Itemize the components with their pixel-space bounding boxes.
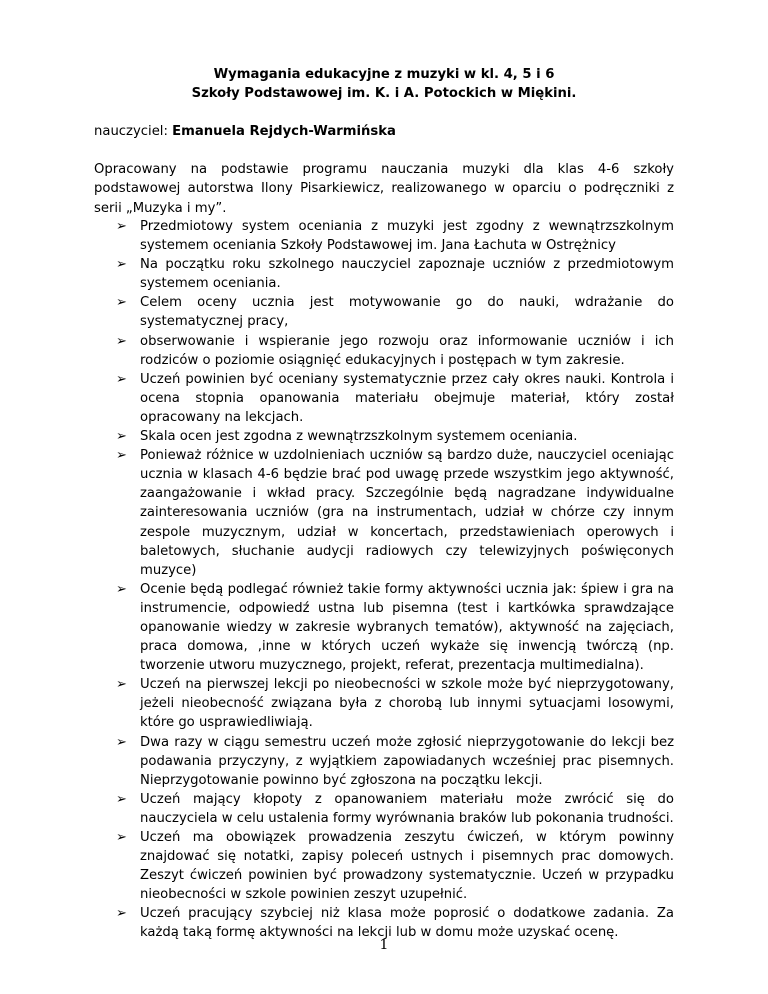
page-number: 1 — [379, 937, 389, 953]
list-item — [116, 675, 674, 732]
list-item — [116, 446, 674, 580]
list-item — [116, 217, 674, 255]
arrow-bullet-icon: ➢ — [116, 734, 127, 750]
requirements-list — [116, 217, 674, 943]
list-item — [116, 427, 674, 446]
arrow-bullet-icon: ➢ — [116, 295, 127, 311]
list-item-text: Ocenie będą podlegać również takie formy aktywności ucznia jak: śpiew i gra na instrumencie, odpowiedź ustna lub pisemna (test i kartkówka sprawdzające opanowanie wiedzy w zakresie wybranych tematów), aktywność na zajęciach, praca domowa, ,inne w których uczeń wykaże się inwencją twórczą (np. tworzenie utworu muzycznego, projekt, referat, prezentacja multimedialna). — [140, 581, 674, 674]
list-item-text: Skala ocen jest zgodna z wewnątrzszkolnym systemem oceniania. — [140, 429, 578, 445]
title-line-1: Wymagania edukacyjne z muzyki w kl. 4, 5 i 6 — [213, 67, 555, 82]
arrow-bullet-icon: ➢ — [116, 830, 127, 845]
arrow-bullet-icon: ➢ — [116, 906, 127, 922]
list-item — [116, 790, 674, 828]
arrow-bullet-icon: ➢ — [116, 791, 127, 807]
list-item — [116, 733, 674, 790]
list-item-text: Uczeń ma obowiązek prowadzenia zeszytu ćwiczeń, w którym powinny znajdować się notatki, zapisy poleceń ustnych i pisemnych prac domowych. Zeszyt ćwiczeń powinien być prowadzony systematycznie. Uczeń w przypadku nieobecności w szkole powinien zeszyt uzupełnić. — [140, 830, 674, 903]
arrow-bullet-icon: ➢ — [116, 257, 127, 273]
list-item — [116, 580, 674, 675]
list-item-text: Dwa razy w ciągu semestru uczeń może zgłosić nieprzygotowanie do lekcji bez podawania przyczyny, z wyjątkiem zapowiadanych wcześniej prac pisemnych. Nieprzygotowanie powinno być zgłoszona na początku lekcji. — [140, 734, 674, 788]
list-item-text: Ponieważ różnice w uzdolnieniach uczniów są bardzo duże, nauczyciel oceniając ucznia w klasach 4-6 będzie brać pod uwagę przede wszystkim jego aktywność, zaangażowanie i wkład pracy. Szczególnie będą nagradzane indywidualne zainteresowania uczniów (gra na instrumentach, udział w chórze czy innym zespole muzycznym, udział w koncertach, przedstawieniach operowych i baletowych, słuchanie audycji radiowych czy telewizyjnych poświęconych muzyce) — [140, 448, 674, 578]
intro-paragraph: Opracowany na podstawie programu nauczania muzyki dla klas 4-6 szkoły podstawowej autorstwa Ilony Pisarkiewicz, realizowanego w oparciu o podręczniki z serii „Muzyka i my”. — [94, 162, 674, 216]
list-item-text: Uczeń pracujący szybciej niż klasa może poprosić o dodatkowe zadania. Za każdą taką formę aktywności na lekcji lub w domu może uzyskać ocenę. — [140, 906, 674, 941]
list-item-text: Uczeń mający kłopoty z opanowaniem materiału może zwrócić się do nauczyciela w celu ustalenia formy wyrównania braków lub pokonania trudności. — [140, 791, 674, 826]
teacher-label: nauczyciel: — [94, 124, 168, 139]
list-item — [116, 370, 674, 427]
list-item — [116, 828, 674, 904]
arrow-bullet-icon: ➢ — [116, 581, 127, 597]
title-line-2: Szkoły Podstawowej im. K. i A. Potockich w Miękini. — [191, 86, 577, 101]
arrow-bullet-icon: ➢ — [116, 677, 127, 693]
list-item — [116, 255, 674, 293]
arrow-bullet-icon: ➢ — [116, 429, 127, 445]
list-item-text: Na początku roku szkolnego nauczyciel zapoznaje uczniów z przedmiotowym systemem oceniania. — [140, 257, 674, 292]
list-item-text: Przedmiotowy system oceniania z muzyki jest zgodny z wewnątrzszkolnym systemem oceniania Szkoły Podstawowej im. Jana Łachuta w Ostrężnicy — [140, 219, 674, 254]
teacher-line — [94, 122, 396, 142]
list-item-text: Uczeń powinien być oceniany systematycznie przez cały okres nauki. Kontrola i ocena stopnia opanowania materiału obejmuje materiał, który został opracowany na lekcjach. — [140, 371, 674, 425]
list-item — [116, 332, 674, 370]
list-item-text: obserwowanie i wspieranie jego rozwoju oraz informowanie uczniów i ich rodziców o poziomie osiągnięć edukacyjnych i postępach w tym zakresie. — [140, 333, 674, 368]
arrow-bullet-icon: ➢ — [116, 333, 127, 349]
teacher-name: Emanuela Rejdych-Warmińska — [172, 124, 396, 139]
list-item-text: Celem oceny ucznia jest motywowanie go do nauki, wdrażanie do systematycznej pracy, — [140, 295, 674, 330]
arrow-bullet-icon: ➢ — [116, 371, 127, 387]
list-item-text: Uczeń na pierwszej lekcji po nieobecności w szkole może być nieprzygotowany, jeżeli nieobecność związana była z chorobą lub innymi sytuacjami losowymi, które go usprawiedliwiają. — [140, 677, 674, 731]
arrow-bullet-icon: ➢ — [116, 448, 127, 464]
list-item — [116, 293, 674, 331]
arrow-bullet-icon: ➢ — [116, 219, 127, 234]
